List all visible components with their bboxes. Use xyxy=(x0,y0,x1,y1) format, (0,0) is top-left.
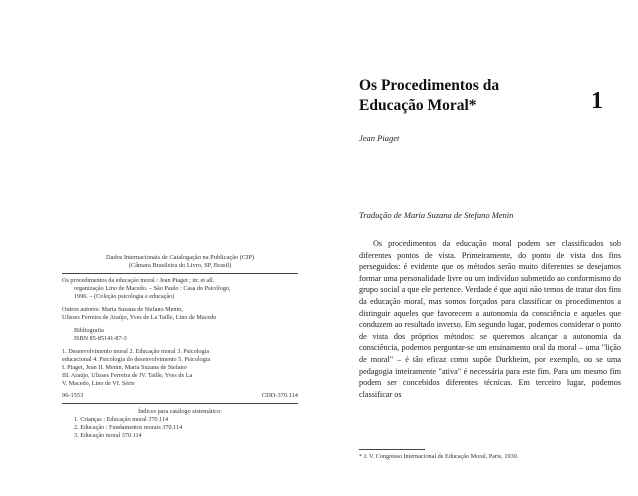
cip-code-left: 96-1553 xyxy=(62,392,84,399)
cip-bibliography: Bibliografia xyxy=(74,327,104,334)
footnote-rule xyxy=(359,449,425,450)
body-text xyxy=(359,238,621,400)
cip-codes xyxy=(62,392,298,400)
right-page xyxy=(319,0,638,496)
cip-contributors-line: Ulisses Ferreira de Araújo, Yves de La Taille, Lino de Macedo xyxy=(62,314,217,321)
cip-header-line: (Câmara Brasileira do Livro, SP, Brasil) xyxy=(128,262,232,269)
cip-record-line: Os procedimentos da educação moral / Jean Piaget ; in: et all. xyxy=(62,277,215,284)
cip-bottom-rule xyxy=(62,403,298,404)
cip-subject-line: V. Macedo, Lino de VI. Série xyxy=(62,380,135,387)
chapter-title-line: Os Procedimentos da xyxy=(359,77,500,94)
cip-index-item: 3. Educação moral 370.114 xyxy=(74,432,142,439)
translation-credit: Tradução de Maria Suzana de Stefano Menin xyxy=(359,210,514,220)
chapter-number: 1 xyxy=(591,88,603,114)
cip-index-item: 1. Crianças : Educação moral 370.114 xyxy=(74,416,169,423)
cip-index-item: 2. Educação : Fundamentos morais 370.114 xyxy=(74,424,183,431)
cip-isbn: ISBN 85-85141-87-3 xyxy=(74,335,127,342)
cip-subject-line: I. Piaget, Jean II. Menin, Maria Suzana de Stefano xyxy=(62,364,187,371)
cip-index-title: Índices para catálogo sistemático: xyxy=(138,408,222,415)
cip-subject-line: III. Araújo, Ulisses Ferreira de IV. Taille, Yves de La xyxy=(62,372,193,379)
cip-contributors-line: Outros autores: Maria Suzana de Stefano Menin, xyxy=(62,306,183,313)
chapter-title xyxy=(359,76,579,116)
chapter-title-line: Educação Moral* xyxy=(359,97,477,114)
cip-header-line: Dados Internacionais de Catalogação na Publicação (CIP) xyxy=(106,254,254,261)
cip-record-line: organização Lino de Macedo. – São Paulo : Casa do Psicólogo, xyxy=(74,285,231,292)
cip-header xyxy=(62,254,298,270)
footnote: * J. V. Congresso Internacional de Educação Moral, Paris, 1930. xyxy=(359,453,519,460)
cip-record-line: 1996. – (Coleção psicologia e educação) xyxy=(74,293,175,300)
cip-code-right: CDD-370.114 xyxy=(261,392,298,399)
cip-subject-line: 1. Desenvolvimento moral 2. Educação moral 3. Psicologia xyxy=(62,348,210,355)
body-paragraph: Os procedimentos da educação moral podem ser classificados sob diferentes pontos de vista. Primeiramente, do ponto de vista dos fins perseguidos: é evidente que os métodos serão muito diferentes se desejamos formar uma personalidade livre ou um indivíduo submetido ao conformismo do grupo social a que ele pertence. Verdade é que aqui não temos de tratar dos fins da educação moral, mas somos forçados para classificar os procedimentos a distinguir aqueles que favorecem a autonomia da consciência e aqueles que conduzem ao resultado inverso. Em segundo lugar, podemos considerar o ponto de vista dos próprios métodos: se queremos alcançar a autonomia da consciência, podemos perguntar-se um ensinamento oral da moral – uma "lição de moral" – é tão eficaz como supõe Durkheim, por exemplo, ou se uma pedagogia inteiramente "ativa" é necessária para este fim. Para um mesmo fim podem ser concebidos diferentes técnicas. Em terceiro lugar, podemos classificar os xyxy=(359,239,621,399)
catalog-record-block xyxy=(62,254,298,440)
cip-top-rule xyxy=(62,273,298,274)
cip-subject-line: educacional 4. Psicologia do desenvolvimento 5. Psicologia xyxy=(62,356,211,363)
author-name: Jean Piaget xyxy=(359,133,400,143)
